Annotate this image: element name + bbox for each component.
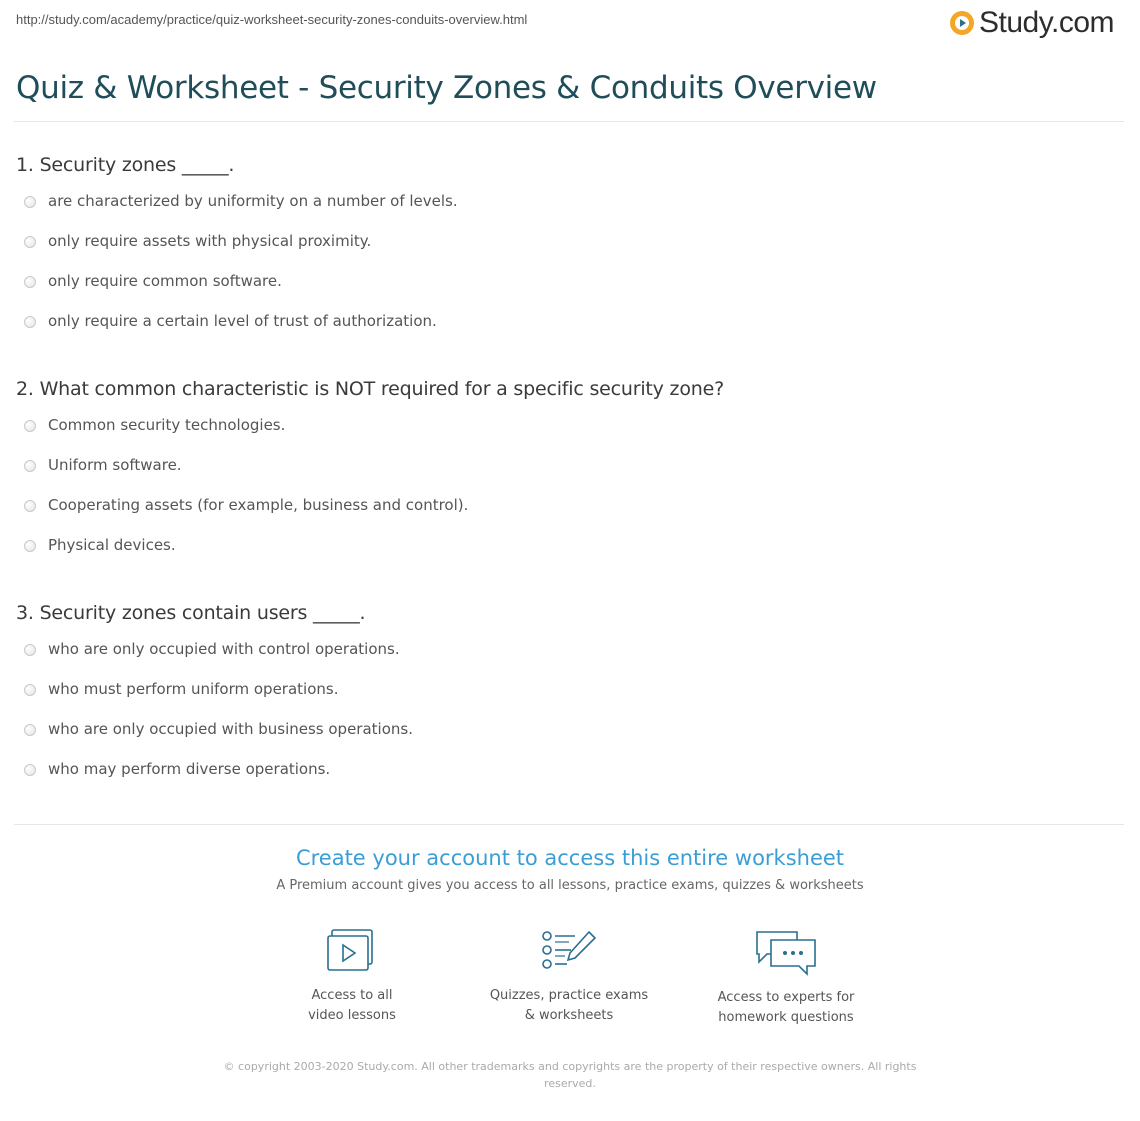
radio-button[interactable] bbox=[24, 316, 36, 328]
radio-button[interactable] bbox=[24, 644, 36, 656]
answer-option[interactable] bbox=[16, 270, 458, 310]
question-text: 1. Security zones _____. bbox=[16, 154, 235, 176]
feature-video-lessons bbox=[252, 928, 452, 1026]
feature-quizzes bbox=[469, 928, 669, 1026]
radio-button[interactable] bbox=[24, 500, 36, 512]
divider bbox=[14, 824, 1124, 825]
video-lesson-icon bbox=[324, 928, 380, 974]
question-3 bbox=[16, 602, 413, 798]
cta-title[interactable]: Create your account to access this entire worksheet bbox=[295, 846, 845, 870]
answer-text: only require common software. bbox=[48, 272, 282, 290]
answer-text: Uniform software. bbox=[48, 456, 182, 474]
question-2 bbox=[16, 378, 724, 574]
question-1 bbox=[16, 154, 458, 350]
answer-text: only require a certain level of trust of authorization. bbox=[48, 312, 437, 330]
radio-button[interactable] bbox=[24, 764, 36, 776]
divider bbox=[14, 121, 1124, 122]
study-logo[interactable] bbox=[949, 6, 1114, 40]
answer-option[interactable] bbox=[16, 494, 724, 534]
page-title: Quiz & Worksheet - Security Zones & Conduits Overview bbox=[16, 70, 877, 106]
feature-label: Quizzes, practice exams & worksheets bbox=[489, 988, 649, 1023]
feature-experts bbox=[686, 928, 886, 1028]
answer-option[interactable] bbox=[16, 534, 724, 574]
answer-option[interactable] bbox=[16, 678, 413, 718]
radio-button[interactable] bbox=[24, 540, 36, 552]
quiz-checklist-icon bbox=[539, 928, 599, 974]
answer-text: who are only occupied with business operations. bbox=[48, 720, 413, 738]
answer-text: only require assets with physical proximity. bbox=[48, 232, 372, 250]
answer-option[interactable] bbox=[16, 190, 458, 230]
page-url: http://study.com/academy/practice/quiz-worksheet-security-zones-conduits-overview.html bbox=[16, 12, 528, 27]
answer-option[interactable] bbox=[16, 230, 458, 270]
answer-text: who may perform diverse operations. bbox=[48, 760, 331, 778]
radio-button[interactable] bbox=[24, 724, 36, 736]
answer-text: Cooperating assets (for example, business and control). bbox=[48, 496, 469, 514]
radio-button[interactable] bbox=[24, 236, 36, 248]
answer-option[interactable] bbox=[16, 718, 413, 758]
answer-option[interactable] bbox=[16, 454, 724, 494]
play-circle-icon bbox=[949, 10, 975, 36]
copyright: © copyright 2003-2020 Study.com. All other trademarks and copyrights are the property of their respective owners. All rights reserved. bbox=[223, 1060, 917, 1090]
answer-text: Physical devices. bbox=[48, 536, 176, 554]
answer-option[interactable] bbox=[16, 310, 458, 350]
radio-button[interactable] bbox=[24, 460, 36, 472]
cta-subtitle: A Premium account gives you access to all lessons, practice exams, quizzes & worksheets bbox=[276, 878, 864, 893]
radio-button[interactable] bbox=[24, 684, 36, 696]
answer-text: who are only occupied with control operations. bbox=[48, 640, 400, 658]
chat-bubbles-icon bbox=[753, 928, 819, 976]
answer-option[interactable] bbox=[16, 758, 413, 798]
answer-text: who must perform uniform operations. bbox=[48, 680, 339, 698]
answer-option[interactable] bbox=[16, 414, 724, 454]
radio-button[interactable] bbox=[24, 420, 36, 432]
feature-label: Access to all video lessons bbox=[308, 988, 396, 1023]
answer-option[interactable] bbox=[16, 638, 413, 678]
question-text: 2. What common characteristic is NOT required for a specific security zone? bbox=[16, 378, 724, 400]
radio-button[interactable] bbox=[24, 196, 36, 208]
logo-text: Study.com bbox=[979, 6, 1114, 39]
feature-label: Access to experts for homework questions bbox=[717, 990, 855, 1025]
answer-text: are characterized by uniformity on a number of levels. bbox=[48, 192, 458, 210]
question-text: 3. Security zones contain users _____. bbox=[16, 602, 366, 624]
answer-text: Common security technologies. bbox=[48, 416, 286, 434]
radio-button[interactable] bbox=[24, 276, 36, 288]
